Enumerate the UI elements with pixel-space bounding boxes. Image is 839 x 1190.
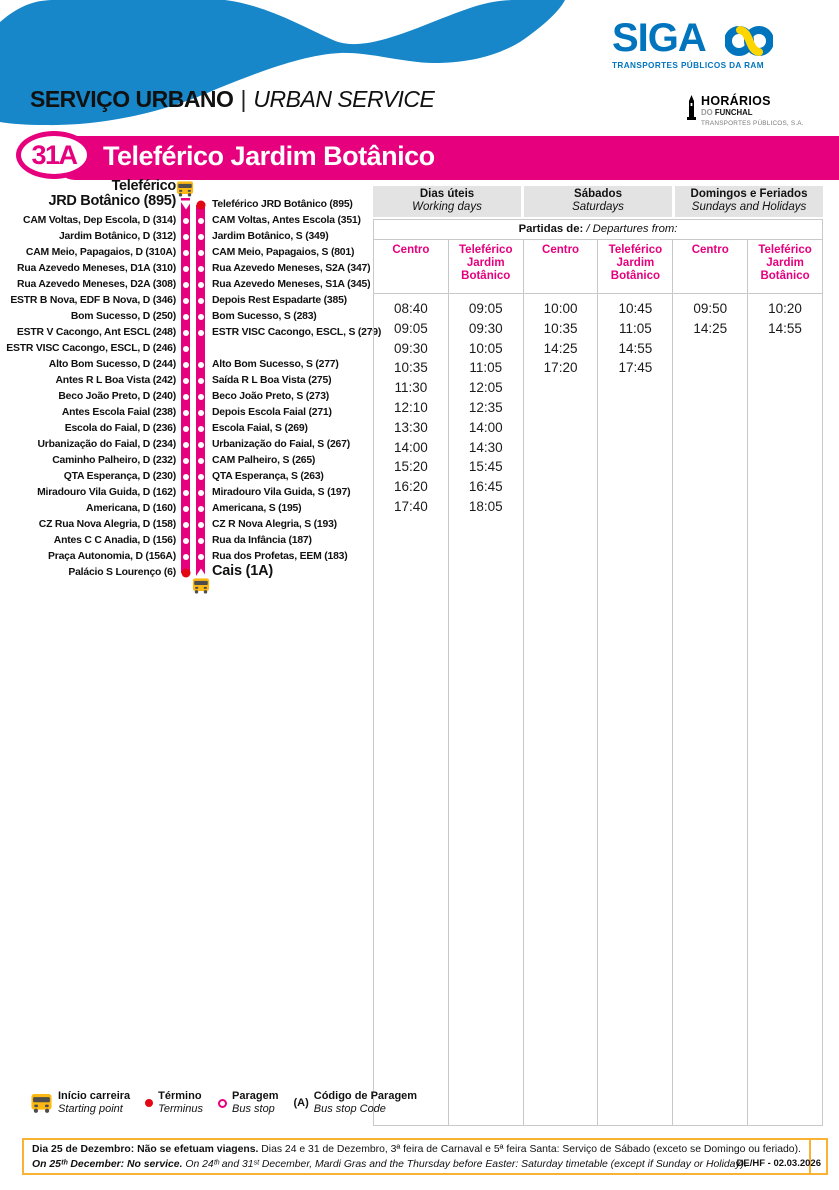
- footer-notes: [22, 1138, 828, 1175]
- departure-time: 11:30: [394, 380, 428, 396]
- route-name: Teleférico Jardim Botânico: [103, 141, 435, 171]
- departure-time: 11:05: [619, 320, 652, 336]
- bus-icon: [30, 1094, 53, 1113]
- bus-stop-dot: [183, 282, 189, 288]
- bus-stop-dot: [183, 362, 189, 368]
- day-type-header: Sábados Saturdays: [524, 186, 672, 217]
- route-stop-label: CZ Rua Nova Alegria, D (158): [38, 519, 176, 530]
- bus-stop-dot: [198, 554, 204, 560]
- departure-time: 14:55: [618, 340, 653, 356]
- siga-wordmark: SIGA: [612, 16, 706, 60]
- terminus-dot: [197, 201, 206, 210]
- bus-stop-dot: [198, 218, 204, 224]
- bus-stop-dot: [183, 218, 189, 224]
- bus-stop-dot: [183, 266, 189, 272]
- bus-stop-dot: [183, 522, 189, 528]
- bus-stop-dot: [198, 330, 204, 336]
- departures-from-label: Partidas de: / Departures from:: [374, 219, 822, 240]
- legend-item: Término Terminus: [145, 1090, 203, 1116]
- bus-stop-ring-icon: [218, 1099, 227, 1108]
- day-type-header: Dias úteis Working days: [373, 186, 521, 217]
- footer-note-pt: Dia 25 de Dezembro: Não se efetuam viagens. Dias 24 e 31 de Dezembro, 3ª feira de Carnaval e 5ª feira Santa: Serviço de Sábado (exceto se Domingo ou feriado).: [32, 1144, 801, 1155]
- route-stop-label: Jardim Botânico, D (312): [58, 231, 176, 242]
- route-stop-label: CAM Voltas, Dep Escola, D (314): [23, 215, 176, 226]
- route-stop-label: Beco João Preto, D (240): [58, 391, 176, 402]
- day-type-header: Domingos e Feriados Sundays and Holidays: [675, 186, 823, 217]
- route-stop-label: CAM Palheiro, S (265): [212, 455, 316, 466]
- departure-time: 13:30: [394, 419, 428, 435]
- route-stop-label: Depois Rest Espadarte (385): [212, 295, 347, 306]
- bus-stop-dot: [198, 314, 204, 320]
- route-stop-label: Rua Azevedo Meneses, S1A (345): [212, 279, 371, 290]
- footer-note-en: On 25ᵗʰ December: No service. On 24ᵗʰ and 31ˢᵗ December, Mardi Gras and the Thursday before Easter: Saturday timetable (except if Sunday or Holiday).: [32, 1158, 747, 1170]
- departure-time: 14:00: [468, 419, 503, 435]
- departure-time: 09:05: [394, 320, 428, 336]
- terminus-dot: [182, 569, 191, 578]
- legend-item: Paragem Bus stop: [218, 1090, 278, 1116]
- bus-stop-dot: [183, 250, 189, 256]
- page-title: SERVIÇO URBANO | URBAN SERVICE: [30, 86, 435, 112]
- bus-stop-dot: [183, 330, 189, 336]
- times-column: [449, 294, 524, 1125]
- departure-point-header: Teleférico Jardim Botânico: [449, 240, 524, 293]
- departure-point-header: Centro: [673, 240, 748, 293]
- departure-point-header: Centro: [374, 240, 449, 293]
- route-stop-label: Palácio S Lourenço (6): [68, 567, 176, 578]
- route-stop-label: Alto Bom Sucesso, S (277): [212, 359, 339, 370]
- bus-stop-dot: [183, 474, 189, 480]
- hf-subtitle: TRANSPORTES PÚBLICOS, S.A.: [701, 120, 804, 127]
- departure-time: 11:05: [469, 360, 503, 376]
- route-stop-label: Escola do Faial, D (236): [64, 423, 176, 434]
- route-stop-label: Depois Escola Faial (271): [212, 407, 332, 418]
- route-stop-label: Rua Azevedo Meneses, D1A (310): [17, 263, 176, 274]
- departure-time: 10:20: [768, 301, 802, 316]
- departure-time: 12:05: [468, 380, 503, 396]
- departure-time: 08:40: [394, 301, 428, 316]
- route-stop-label: QTA Esperança, D (230): [63, 471, 176, 482]
- route-stop-label: Alto Bom Sucesso, D (244): [48, 359, 176, 370]
- bus-stop-dot: [183, 394, 189, 400]
- route-stop-label: Escola Faial, S (269): [212, 423, 308, 434]
- route-stop-label: Urbanização do Faial, D (234): [37, 439, 176, 450]
- route-stop-label: Miradouro Vila Guida, D (162): [37, 487, 176, 498]
- bus-stop-dot: [198, 378, 204, 384]
- departure-time: 15:20: [394, 459, 428, 475]
- bus-stop-dot: [198, 474, 204, 480]
- route-stop-label: Antes R L Boa Vista (242): [55, 375, 176, 386]
- bus-stop-dot: [198, 538, 204, 544]
- route-stop-label: Rua Azevedo Meneses, D2A (308): [17, 279, 176, 290]
- departure-time: 14:55: [768, 320, 802, 336]
- route-stop-label: Saída R L Boa Vista (275): [212, 375, 332, 386]
- route-stop-label: Americana, S (195): [212, 503, 302, 514]
- times-column: [673, 294, 748, 1125]
- route-stop-label: ESTR VISC Cacongo, ESCL, D (246): [6, 343, 176, 354]
- bus-stop-dot: [183, 234, 189, 240]
- route-stop-label: Miradouro Vila Guida, S (197): [212, 487, 351, 498]
- route-start-stop-label: Teleférico JRD Botânico (895): [48, 178, 176, 209]
- departure-time: 17:20: [543, 360, 578, 376]
- route-start-marker: [180, 201, 192, 210]
- bus-stop-dot: [198, 266, 204, 272]
- departure-time: 12:35: [468, 399, 503, 415]
- bus-stop-dot: [183, 378, 189, 384]
- departure-time: 12:10: [394, 399, 428, 415]
- siga-infinity-icon: [725, 21, 773, 61]
- bus-stop-dot: [198, 250, 204, 256]
- legend-item: (A) Código de Paragem Bus stop Code: [293, 1090, 418, 1115]
- bus-stop-dot: [183, 554, 189, 560]
- bus-stop-dot: [183, 426, 189, 432]
- bus-stop-dot: [198, 234, 204, 240]
- departure-time: 09:30: [468, 320, 503, 336]
- siga-logo: [612, 18, 777, 70]
- route-stop-label: ESTR V Cacongo, Ant ESCL (248): [16, 327, 176, 338]
- times-column: [374, 294, 449, 1125]
- bus-stop-dot: [198, 410, 204, 416]
- timetable: [373, 186, 823, 1126]
- hf-wordmark: HORÁRIOS: [701, 94, 771, 108]
- legend-item: Início carreira Starting point: [30, 1090, 130, 1116]
- bus-stop-dot: [183, 442, 189, 448]
- departure-time: 14:30: [468, 439, 503, 455]
- route-stop-label: ESTR B Nova, EDF B Nova, D (346): [10, 295, 176, 306]
- departure-point-header: Teleférico Jardim Botânico: [758, 244, 812, 282]
- route-stop-label: QTA Esperança, S (263): [212, 471, 324, 482]
- departure-time: 10:35: [543, 320, 578, 336]
- departure-time: 10:05: [468, 340, 503, 356]
- bus-stop-dot: [183, 458, 189, 464]
- route-stop-label: Beco João Preto, S (273): [212, 391, 330, 402]
- bus-stop-dot: [198, 426, 204, 432]
- route-stop-label: CZ R Nova Alegria, S (193): [212, 519, 337, 530]
- times-column: [598, 294, 673, 1125]
- bus-stop-dot: [198, 442, 204, 448]
- route-stop-label: Antes C C Anadia, D (156): [53, 535, 176, 546]
- departure-time: 18:05: [468, 498, 503, 514]
- route-stop-label: Urbanização do Faial, S (267): [212, 439, 350, 450]
- route-stop-label: Rua dos Profetas, EEM (183): [212, 551, 348, 562]
- route-stop-label: Antes Escola Faial (238): [61, 407, 176, 418]
- bus-stop-dot: [183, 538, 189, 544]
- terminus-dot-icon: [145, 1099, 153, 1107]
- departure-point-header: Teleférico Jardim Botânico: [598, 240, 673, 293]
- departure-time: 09:30: [394, 340, 428, 356]
- departure-time: 15:45: [468, 459, 503, 475]
- departure-time: 14:00: [394, 439, 428, 455]
- bus-icon: [192, 578, 210, 594]
- route-stop-label: ESTR VISC Cacongo, ESCL, S (279): [212, 327, 382, 338]
- route-stop-label: Jardim Botânico, S (349): [212, 231, 329, 242]
- document-code-cell: [736, 1140, 826, 1173]
- bus-stop-dot: [198, 362, 204, 368]
- departure-point-header: Centro: [524, 240, 599, 293]
- route-start-marker: [195, 569, 207, 578]
- times-column: [748, 294, 822, 1125]
- bus-stop-dot: [198, 522, 204, 528]
- route-stop-label: Bom Sucesso, S (283): [212, 311, 317, 322]
- bus-stop-dot: [198, 394, 204, 400]
- route-stop-label: Rua Azevedo Meneses, S2A (347): [212, 263, 371, 274]
- departure-time: 14:25: [693, 320, 728, 336]
- horarios-funchal-logo: HORÁRIOS DO FUNCHAL TRANSPORTES PÚBLICOS, S.A.: [686, 95, 804, 127]
- bus-stop-dot: [198, 298, 204, 304]
- route-stop-label: CAM Meio, Papagaios, S (801): [212, 247, 355, 258]
- route-stop-label: Caminho Palheiro, D (232): [52, 455, 176, 466]
- bus-stop-dot: [183, 314, 189, 320]
- bus-stop-dot: [183, 346, 189, 352]
- departure-time: 14:25: [543, 340, 578, 356]
- route-stop-label: Rua da Infância (187): [212, 535, 312, 546]
- bus-stop-dot: [198, 458, 204, 464]
- stop-code-symbol: (A): [293, 1097, 309, 1109]
- departure-time: 09:05: [468, 301, 503, 316]
- departure-time: 17:40: [394, 498, 428, 514]
- route-stop-label: Cais (1A): [212, 563, 274, 579]
- departure-time: 09:50: [693, 301, 728, 316]
- line-number-badge: 31A: [16, 131, 92, 179]
- route-stop-label: Teleférico JRD Botânico (895): [212, 199, 353, 210]
- departure-time: 16:20: [394, 479, 428, 495]
- tower-icon: [686, 95, 697, 121]
- bus-stop-dot: [183, 506, 189, 512]
- bus-stop-dot: [198, 282, 204, 288]
- bus-stop-dot: [183, 490, 189, 496]
- departure-time: 10:45: [618, 301, 653, 316]
- departure-time: 10:35: [394, 360, 428, 376]
- bus-stop-dot: [183, 298, 189, 304]
- times-column: [524, 294, 599, 1125]
- route-stop-label: Americana, D (160): [86, 503, 176, 514]
- document-code: DE/HF - 02.03.2026: [736, 1158, 821, 1169]
- route-stop-label: CAM Voltas, Antes Escola (351): [212, 215, 361, 226]
- bus-stop-dot: [198, 506, 204, 512]
- legend: [30, 1090, 417, 1116]
- departure-time: 16:45: [468, 479, 503, 495]
- bus-stop-dot: [198, 490, 204, 496]
- departure-time: 17:45: [618, 360, 653, 376]
- departure-time: 10:00: [543, 301, 578, 316]
- route-stop-label: Praça Autonomia, D (156A): [48, 551, 176, 562]
- siga-tagline: TRANSPORTES PÚBLICOS DA RAM: [612, 61, 764, 70]
- bus-icon: [176, 181, 194, 197]
- bus-stop-dot: [183, 410, 189, 416]
- route-stop-label: CAM Meio, Papagaios, D (310A): [25, 247, 176, 258]
- route-stop-label: Bom Sucesso, D (250): [70, 311, 176, 322]
